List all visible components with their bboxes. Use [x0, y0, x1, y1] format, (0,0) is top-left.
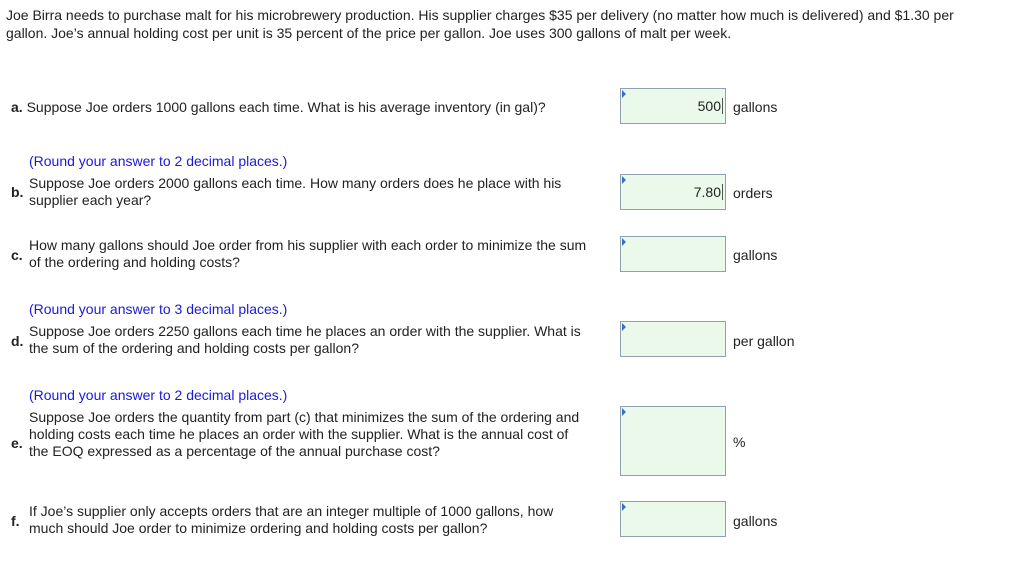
answer-c-unit: gallons: [733, 247, 778, 263]
input-flag-icon: [622, 176, 626, 184]
answer-d-unit: per gallon: [733, 333, 795, 349]
question-d-body: Suppose Joe orders 2250 gallons each time he places an order with the supplier. What is the sum of the ordering and holding costs per gallon?: [29, 323, 581, 356]
question-a-text: [11, 99, 546, 116]
answer-e-unit: %: [733, 434, 746, 450]
question-e-text: [29, 387, 589, 460]
question-e-hint: (Round your answer to 2 decimal places.): [29, 387, 288, 403]
question-f-body: If Joe’s supplier only accepts orders that are an integer multiple of 1000 gallons, how much should Joe order to minimize ordering and holding costs per gallon?: [29, 503, 554, 536]
question-e-body: Suppose Joe orders the quantity from part (c) that minimizes the sum of the ordering and holding costs each time he places an order with the supplier. What is the annual cost of the EOQ expressed as a percentage of the annual purchase cost?: [29, 409, 580, 459]
question-b-hint: (Round your answer to 2 decimal places.): [29, 153, 288, 169]
answer-e-input[interactable]: [620, 406, 726, 476]
question-a-letter: a.: [11, 99, 23, 115]
answer-a-input[interactable]: [620, 88, 726, 124]
answer-a-unit: gallons: [733, 99, 778, 115]
question-c-letter: c.: [11, 247, 23, 263]
question-c-body: How many gallons should Joe order from his supplier with each order to minimize the sum of the ordering and holding costs?: [29, 237, 587, 270]
question-b-body: Suppose Joe orders 2000 gallons each time. How many orders does he place with his supplier each year?: [29, 175, 562, 208]
input-flag-icon: [622, 90, 626, 98]
question-b-letter: b.: [11, 184, 24, 200]
question-a-body: Suppose Joe orders 1000 gallons each time. What is his average inventory (in gal)?: [26, 99, 546, 115]
problem-statement: Joe Birra needs to purchase malt for his microbrewery production. His supplier charges $35 per delivery (no matter how much is delivered) and $1.30 per gallon. Joe’s annual holding cost per unit is 35 percent of the price per gallon. Joe uses 300 gallons of malt per week.: [6, 7, 954, 41]
question-c-text: [29, 237, 589, 271]
answer-b-unit: orders: [733, 185, 773, 201]
input-flag-icon: [622, 408, 626, 416]
answer-f-input[interactable]: [620, 501, 726, 537]
question-f-letter: f.: [11, 513, 20, 529]
input-flag-icon: [622, 238, 626, 246]
question-f-text: [29, 503, 589, 537]
answer-c-input[interactable]: [620, 236, 726, 272]
answer-b-value: 7.80: [693, 184, 721, 200]
question-d-hint: (Round your answer to 3 decimal places.): [29, 301, 288, 317]
answer-d-input[interactable]: [620, 321, 726, 357]
question-e-letter: e.: [11, 435, 23, 451]
question-d-letter: d.: [11, 333, 24, 349]
answer-a-value: 500: [697, 98, 721, 114]
input-flag-icon: [622, 323, 626, 331]
question-d-text: [29, 301, 589, 357]
answer-b-input[interactable]: [620, 174, 726, 210]
question-b-text: [29, 153, 589, 209]
answer-f-unit: gallons: [733, 513, 778, 529]
input-flag-icon: [622, 503, 626, 511]
